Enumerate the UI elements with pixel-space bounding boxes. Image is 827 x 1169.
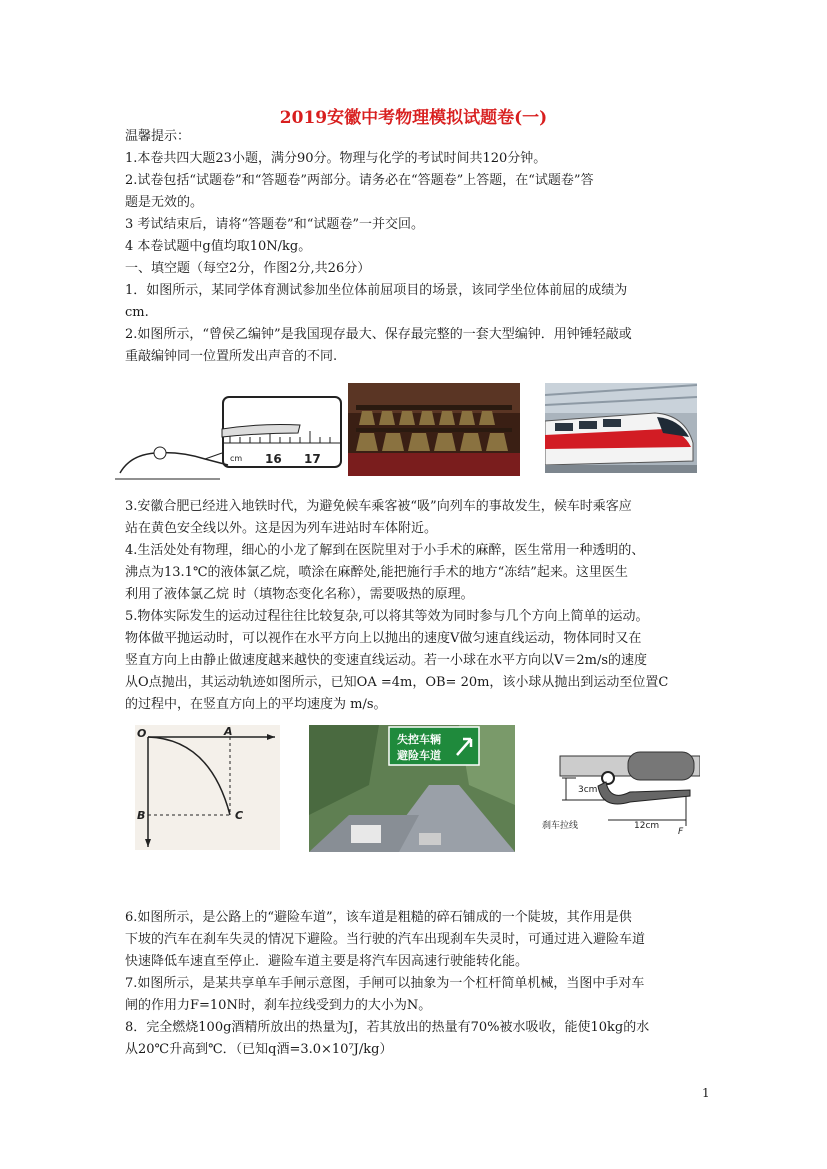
question-text: 利用了液体氯乙烷 时（填物态变化名称），需要吸热的原理。 <box>125 587 474 602</box>
notice-item: 题是无效的。 <box>125 195 204 210</box>
ruler-tick-16: 16 <box>265 452 282 466</box>
question-text: 物体做平抛运动时，可以视作在水平方向上以抛出的速度V做匀速直线运动，物体同时又在 <box>125 631 642 646</box>
question-text: 从O点抛出，其运动轨迹如图所示，已知OA =4m，OB= 20m，该小球从抛出到运动至位置C <box>125 675 669 690</box>
page-number: 1 <box>702 1086 710 1100</box>
question-text: 竖直方向上由静止做速度越来越快的变速直线运动。若一小球在水平方向以V＝2m/s的速度 <box>125 653 648 668</box>
question-text: 6.如图所示，是公路上的“避险车道”，该车道是粗糙的碎石铺成的一个陡坡，其作用是供 <box>125 910 632 925</box>
ruler-unit: cm <box>230 454 243 463</box>
dim-3cm: 3cm <box>578 785 598 795</box>
notice-heading: 温馨提示： <box>125 129 191 144</box>
question-text: 1．如图所示，某同学体育测试参加坐位体前屈项目的场景，该同学坐位体前屈的成绩为 <box>125 283 628 298</box>
sign-line-1: 失控车辆 <box>397 733 441 746</box>
question-text: 3.安徽合肥已经进入地铁时代，为避免候车乘客被“吸”向列车的事故发生，候车时乘客应 <box>125 499 632 514</box>
question-text: 重敲编钟同一位置所发出声音的不同. <box>125 349 338 364</box>
escape-lane-photo <box>309 725 515 852</box>
brake-lever-figure <box>540 742 700 834</box>
trajectory-figure <box>135 725 280 850</box>
metro-train-photo <box>545 383 697 473</box>
label-b: B <box>137 809 146 822</box>
question-text: 站在黄色安全线以外。这是因为列车进站时车体附近。 <box>125 521 438 536</box>
question-text: 5.物体实际发生的运动过程往往比较复杂,可以将其等效为同时参与几个方向上简单的运动。 <box>125 609 649 624</box>
sign-line-2: 避险车道 <box>397 749 441 762</box>
question-text: 快速降低车速直至停止．避险车道主要是将汽车因高速行驶能转化能。 <box>125 954 529 969</box>
label-a: A <box>224 725 233 738</box>
question-text: 从20℃升高到℃．（已知q酒=3.0×10⁷J/kg） <box>125 1042 393 1057</box>
question-text: cm. <box>125 305 149 320</box>
page-title: 2019安徽中考物理模拟试题卷(一) <box>279 108 548 128</box>
label-o: O <box>137 727 147 740</box>
question-text: 下坡的汽车在刹车失灵的情况下避险。当行驶的汽车出现刹车失灵时，可通过进入避险车道 <box>125 932 646 947</box>
chime-bells-photo <box>348 383 520 476</box>
question-text: 7.如图所示，是某共享单车手闸示意图，手闸可以抽象为一个杠杆简单机械，当图中手对车 <box>125 976 645 991</box>
sit-reach-figure <box>110 393 345 483</box>
label-c: C <box>235 809 244 822</box>
question-text: 的过程中，在竖直方向上的平均速度为 m/s。 <box>125 697 387 712</box>
notice-item: 3 考试结束后，请将“答题卷”和“试题卷”一并交回。 <box>125 217 424 232</box>
section-heading: 一、填空题（每空2分，作图2分,共26分） <box>125 261 371 276</box>
cable-label: 刹车拉线 <box>542 821 579 831</box>
question-text: 闸的作用力F=10N时，刹车拉线受到力的大小为N。 <box>125 998 432 1013</box>
notice-item: 1.本卷共四大题23小题，满分90分。物理与化学的考试时间共120分钟。 <box>125 151 547 166</box>
question-text: 4.生活处处有物理，细心的小龙了解到在医院里对于小手术的麻醉，医生常用一种透明的、 <box>125 543 645 558</box>
question-text: 沸点为13.1℃的液体氯乙烷，喷涂在麻醉处,能把施行手术的地方“冻结”起来。这里医生 <box>125 565 628 580</box>
dim-12cm: 12cm <box>634 821 660 831</box>
question-text: 2.如图所示，“曾侯乙编钟”是我国现存最大、保存最完整的一套大型编钟．用钟锤轻敲或 <box>125 327 632 342</box>
force-label: F <box>678 827 684 834</box>
notice-item: 4 本卷试题中g值均取10N/kg。 <box>125 239 312 254</box>
ruler-tick-17: 17 <box>304 452 321 466</box>
notice-item: 2.试卷包括“试题卷”和“答题卷”两部分。请务必在“答题卷”上答题，在“试题卷”答 <box>125 173 594 188</box>
question-text: 8．完全燃烧100g酒精所放出的热量为J，若其放出的热量有70%被水吸收，能使10kg的水 <box>125 1020 650 1035</box>
